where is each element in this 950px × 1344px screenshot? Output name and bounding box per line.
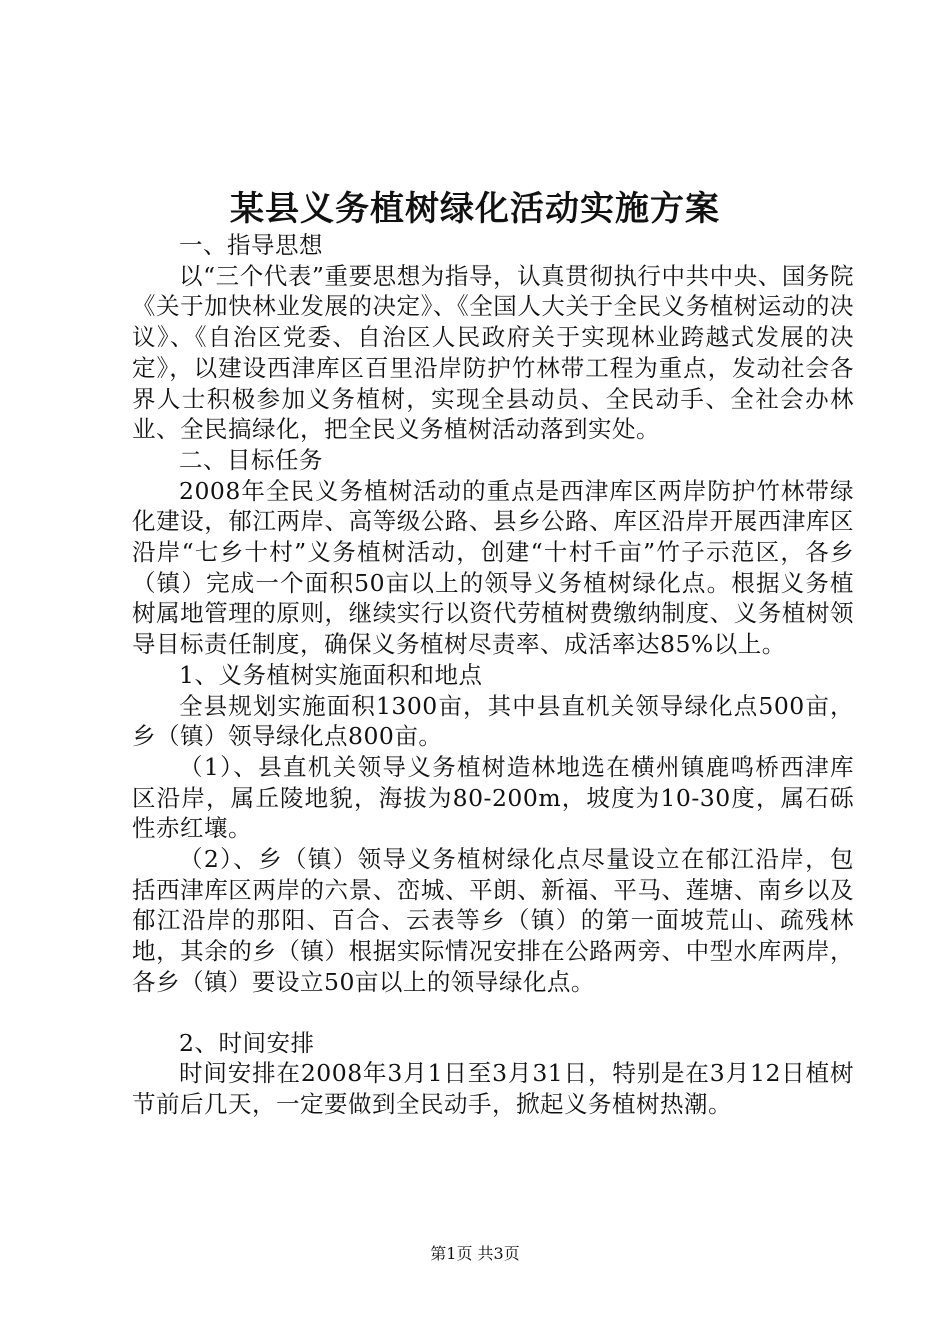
- section-heading-goals-tasks: 二、目标任务: [179, 445, 323, 474]
- section-heading-guiding-ideology: 一、指导思想: [179, 231, 323, 259]
- document-title: 某县义务植树绿化活动实施方案: [230, 189, 720, 229]
- subheading-schedule: 2、时间安排: [179, 1028, 315, 1057]
- paragraph-goals-tasks: 2008年全民义务植树活动的重点是西津库区两岸防护竹林带绿化建设，郁江两岸、高等级公路、县乡公路、库区沿岸开展西津库区沿岸“七乡十村”义务植树活动，创建“十村千亩”竹子示范区，各乡（镇）完成一个面积50亩以上的领导义务植树绿化点。根据义务植树属地管理的原则，继续实行以资代劳植树费缴纳制度、义务植树领导目标责任制度，确保义务植树尽责率、成活率达85%以上。: [132, 476, 854, 659]
- subheading-area-and-location: 1、义务植树实施面积和地点: [179, 660, 483, 689]
- paragraph-planned-area: 全县规划实施面积1300亩，其中县直机关领导绿化点500亩，乡（镇）领导绿化点800亩。: [132, 691, 854, 751]
- paragraph-schedule: 时间安排在2008年3月1日至3月31日，特别是在3月12日植树节前后几天，一定要做到全民动手，掀起义务植树热潮。: [132, 1059, 854, 1118]
- blank-line: [132, 998, 854, 1028]
- paragraph-county-site: （1）、县直机关领导义务植树造林地选在横州镇鹿鸣桥西津库区沿岸，属丘陵地貌，海拔为80-200m，坡度为10-30度，属石砾性赤红壤。: [132, 752, 854, 843]
- document-body: [132, 230, 854, 1120]
- paragraph-guiding-ideology: 以“三个代表”重要思想为指导，认真贯彻执行中共中央、国务院《关于加快林业发展的决定》、《全国人大关于全民义务植树运动的决议》、《自治区党委、自治区人民政府关于实现林业跨越式发展的决定》，以建设西津库区百里沿岸防护竹林带工程为重点，发动社会各界人士积极参加义务植树，实现全县动员、全民动手、全社会办林业、全民搞绿化，把全民义务植树活动落到实处。: [132, 261, 854, 444]
- page-footer: 第1页 共3页: [430, 1244, 520, 1263]
- paragraph-township-sites: （2）、乡（镇）领导义务植树绿化点尽量设立在郁江沿岸，包括西津库区两岸的六景、峦城、平朗、新福、平马、莲塘、南乡以及郁江沿岸的那阳、百合、云表等乡（镇）的第一面坡荒山、疏残林地，其余的乡（镇）根据实际情况安排在公路两旁、中型水库两岸，各乡（镇）要设立50亩以上的领导绿化点。: [132, 845, 854, 996]
